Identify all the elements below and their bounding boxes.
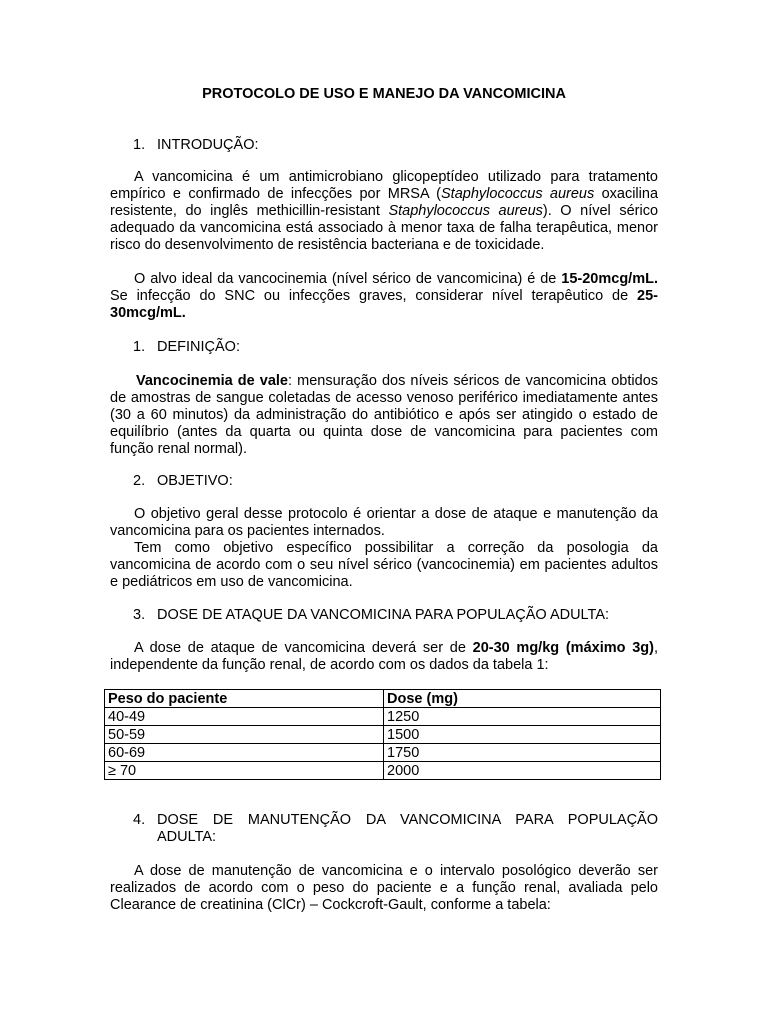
italic-run: Staphylococcus aureus: [388, 203, 543, 219]
table-cell-dose: 1750: [384, 744, 661, 762]
section-title: OBJETIVO:: [157, 473, 233, 489]
paragraph-objetivo-2: Tem como objetivo específico possibilitar a correção da posologia da vancomicina de acordo com o seu nível sérico (vancocinemia) em pacientes adultos e pediátricos em uso de vancomicina.: [110, 540, 658, 590]
bold-run: 20-30 mg/kg (máximo 3g): [472, 640, 654, 656]
table-cell-dose: 1500: [384, 726, 661, 744]
section-title-continuation: ADULTA:: [157, 829, 217, 845]
table-header-row: [105, 690, 661, 708]
table-cell-peso: ≥ 70: [105, 762, 384, 780]
table-header-peso: Peso do paciente: [105, 690, 384, 708]
paragraph-introducao-1: [110, 169, 658, 254]
table-row: [105, 744, 661, 762]
text-run: oxacilina resistente, do inglês methicillin-resistant: [110, 186, 659, 219]
section-title: INTRODUÇÃO:: [157, 137, 259, 153]
italic-run: Staphylococcus aureus: [441, 186, 595, 202]
section-title: DEFINIÇÃO:: [157, 339, 240, 355]
paragraph-introducao-2: [110, 271, 658, 322]
table-cell-peso: 60-69: [105, 744, 384, 762]
table-header-dose: Dose (mg): [384, 690, 661, 708]
section-number: 1.: [133, 137, 146, 153]
section-heading-dose-manutencao: [133, 812, 658, 846]
text-run: A dose de ataque de vancomicina deverá ser de: [134, 640, 473, 656]
section-number: 4.: [133, 812, 146, 828]
table-row: [105, 708, 661, 726]
text-run: : mensuração dos níveis séricos de vancomicina obtidos de amostras de sangue coletadas de acesso venoso periférico imediatamente antes (30 a 60 minutos) da administração do antibiótico e após ser atingido o estado de equilíbrio (antes da quarta ou quinta dose de vancomicina para pacientes com função renal normal).: [110, 373, 659, 457]
text-run: O alvo ideal da vancocinemia (nível sérico de vancomicina) é de: [134, 271, 562, 287]
table-row: [105, 762, 661, 780]
text-run: ). O nível sérico adequado da vancomicina está associado à menor taxa de falha terapêutica, menor risco do desenvolvimento de resistência bacteriana e de toxicidade.: [110, 203, 659, 253]
section-number: 3.: [133, 607, 146, 623]
table-cell-peso: 40-49: [105, 708, 384, 726]
paragraph-dose-ataque: [110, 640, 658, 674]
section-heading-definicao: [133, 339, 240, 356]
dose-table: [104, 689, 661, 780]
table-row: [105, 726, 661, 744]
document-title: PROTOCOLO DE USO E MANEJO DA VANCOMICINA: [202, 86, 566, 102]
section-number: 1.: [133, 339, 146, 355]
bold-run: 25-30mcg/mL.: [110, 288, 658, 321]
bold-run: 15-20mcg/mL.: [561, 271, 658, 287]
bold-run: Vancocinemia de vale: [136, 373, 289, 389]
text-run: , independente da função renal, de acordo com os dados da tabela 1:: [110, 640, 658, 673]
table-cell-dose: 1250: [384, 708, 661, 726]
section-title: DOSE DE ATAQUE DA VANCOMICINA PARA POPULAÇÃO ADULTA:: [157, 607, 610, 623]
table-cell-peso: 50-59: [105, 726, 384, 744]
paragraph-definicao: [110, 373, 658, 458]
text-run: Se infecção do SNC ou infecções graves, considerar nível terapêutico de: [110, 288, 638, 304]
section-heading-introducao: [133, 137, 259, 154]
section-heading-objetivo: [133, 473, 233, 490]
section-title: DOSE DE MANUTENÇÃO DA VANCOMICINA PARA POPULAÇÃO: [157, 812, 658, 828]
paragraph-objetivo-1: O objetivo geral desse protocolo é orientar a dose de ataque e manutenção da vancomicina para os pacientes internados.: [110, 506, 658, 539]
paragraph-dose-manutencao: A dose de manutenção de vancomicina e o intervalo posológico deverão ser realizados de acordo com o peso do paciente e a função renal, avaliada pelo Clearance de creatinina (ClCr) – Cockcroft-Gault, conforme a tabela:: [110, 863, 658, 913]
text-run: A vancomicina é um antimicrobiano glicopeptídeo utilizado para tratamento empírico e confirmado de infecções por MRSA (: [110, 169, 658, 202]
section-heading-dose-ataque: [133, 607, 609, 624]
table-cell-dose: 2000: [384, 762, 661, 780]
section-number: 2.: [133, 473, 146, 489]
